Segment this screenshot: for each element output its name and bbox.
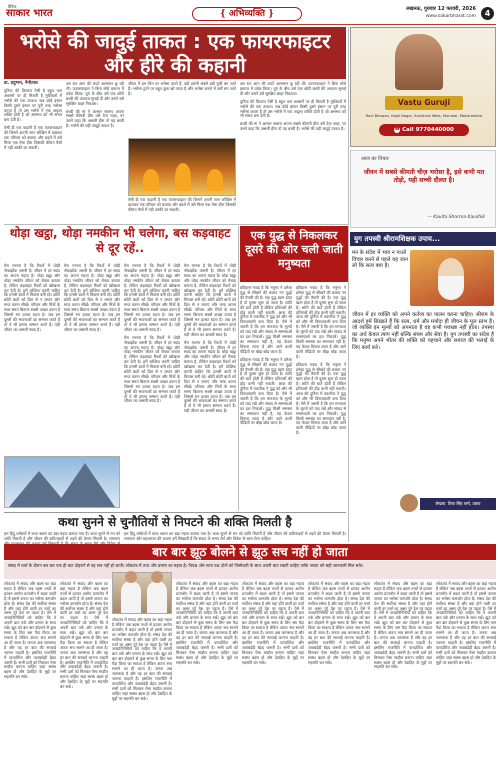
- yug-tapasvi-heading: युग तपस्वी श्रीरामशिक्षक उपाय...: [350, 232, 496, 246]
- yug-intro: मन के संदेश में भाव न पाओ विचार करने से पहले यह जान लो कि सत्य क्या है।: [352, 250, 408, 270]
- story1-paragraph: बच्ची की मां ने आभार स्वरूप अपना सबसे कीमती हीरा उसे देना चाहा, पर उसने कहा कि असली हीरा तो यह बच्ची है। भरोसे की यही जादुई ताकत है।: [66, 108, 124, 129]
- story1-byline: डा. प्रदुम्नन, नैनीताल: [4, 81, 38, 86]
- person-head: [151, 571, 163, 583]
- ad-title: Vastu Guruji: [385, 96, 463, 110]
- ad-call-label: Call 9770440000: [402, 127, 454, 133]
- story2-column-4: [184, 264, 236, 508]
- quote-box: [350, 150, 496, 228]
- flame-shape: [175, 163, 191, 191]
- story2-paragraph: मेरा मानना है कि रिश्तों में थोड़ी नोकझोंक जरूरी है। जीवन में हर स्वाद का अपना महत्व है। थोड़ा खट्ठा और थोड़ा नमकीन जीवन को रोचक बनाता है, लेकिन कड़वाहट रिश्तों को खोखला कर देती है। हमें कोशिश करनी चाहिए कि हमारी बातों में मिठास बनी रहे। छोटी छोटी बातों को दिल से न लगाएं और माफ करना सीखें। परिवार और मित्रों के साथ समय बिताना सबसे अच्छा उपाय है जिससे मन हल्का रहता है। जब हम दूसरों की भावनाओं का सम्मान करते हैं तो वे भी हमारा सम्मान करते हैं। यही जीवन का असली स्वाद है।: [124, 263, 180, 332]
- story3-body: [124, 532, 346, 542]
- author-avatar: [400, 494, 418, 512]
- story2-headline: थोड़ा खट्ठा, थोड़ा नमकीन भी चलेगा, बस कड़वाहट से दूर रहें..: [9, 226, 231, 255]
- person-shape: [147, 581, 167, 613]
- story1-column-4: [240, 82, 346, 222]
- story4-paragraph: लोकतंत्र में संवाद और बहस का बड़ा महत्व है लेकिन जब बहस तथ्यों से हटकर आरोप प्रत्यारोप में बदल जाती है तो इससे जनता का भरोसा कमजोर होता है। संसद देश की सर्वोच्च संस्था है और वहां होने वाली हर चर्चा का असर पूरे देश पर पड़ता है। ऐसे में जनप्रतिनिधियों को चाहिए कि वे अपनी बात तर्क और प्रमाण के साथ रखें। झूठ को बार बार दोहराने से कुछ समय के लिए भ्रम पैदा किया जा सकता है लेकिन अंततः सच सामने आ ही जाता है। जनता अब जागरूक है और वह हर बात की सच्चाई जानना चाहती है। इसलिए राजनीति में पारदर्शिता और जवाबदेही बेहद जरूरी है। सभी दलों को मिलकर ऐसा माहौल बनाना चाहिए जहां स्वस्थ बहस हो और देशहित के मुद्दों पर सहमति बन सके।: [308, 581, 370, 665]
- story4-paragraph: लोकतंत्र में संवाद और बहस का बड़ा महत्व है लेकिन जब बहस तथ्यों से हटकर आरोप प्रत्यारोप में बदल जाती है तो इससे जनता का भरोसा कमजोर होता है। संसद देश की सर्वोच्च संस्था है और वहां होने वाली हर चर्चा का असर पूरे देश पर पड़ता है। ऐसे में जनप्रतिनिधियों को चाहिए कि वे अपनी बात तर्क और प्रमाण के साथ रखें। झूठ को बार बार दोहराने से कुछ समय के लिए भ्रम पैदा किया जा सकता है लेकिन अंततः सच सामने आ ही जाता है। जनता अब जागरूक है और वह हर बात की सच्चाई जानना चाहती है। इसलिए राजनीति में पारदर्शिता और जवाबदेही बेहद जरूरी है। सभी दलों को मिलकर ऐसा माहौल बनाना चाहिए जहां स्वस्थ बहस हो और देशहित के मुद्दों पर सहमति बन सके।: [436, 581, 496, 665]
- story-mid-paragraph: इतिहास गवाह है कि मनुष्य ने हमेशा युद्ध से सीखने की बजाय नए युद्धों की तैयारी की है। एक युद्ध खत्म होता है तो दूसरा शुरू हो जाता है। शांति की बातें होती हैं लेकिन हथियारों की होड़ कभी नहीं रुकती। आज की दुनिया में तकनीक ने युद्ध को और भी विनाशकारी बना दिया है। ऐसे में जरूरी है कि हम मानवता के मूल्यों को याद रखें और संवाद से समस्याओं का हल निकालें। युद्ध किसी समस्या का समाधान नहीं है, यह केवल विनाश लाता है और आने वाली पीढ़ियों पर बोझ छोड़ जाता है।: [296, 285, 347, 359]
- saint-photo: [410, 250, 494, 306]
- story2-column-3: [124, 264, 180, 508]
- website-link[interactable]: www.sakarbharat.com: [425, 14, 476, 19]
- vastu-advertisement[interactable]: [350, 27, 496, 147]
- divider: [4, 224, 348, 225]
- story-mid-column-1: [240, 286, 292, 508]
- ad-address: Ravi Bhawan, Kapil Nagar, Kandivali West, Mumbai, Maharashtra: [365, 114, 483, 118]
- masthead: [4, 3, 496, 25]
- story1-column-1: [4, 82, 62, 222]
- story2-column-1: [4, 264, 60, 452]
- story3-paragraph: हम हिंदू धर्मग्रंथों में कथा श्रवण का बड़ा महत्व बताया गया है। कथा सुनने से मन को शांति मिलती है और जीवन की कठिनाइयों से लड़ने की प्रेरणा मिलती है। रामायण: [4, 531, 120, 541]
- story4-paragraph: लोकतंत्र में संवाद और बहस का बड़ा महत्व है लेकिन जब बहस तथ्यों से हटकर आरोप प्रत्यारोप में बदल जाती है तो इससे जनता का भरोसा कमजोर होता है। संसद देश की सर्वोच्च संस्था है और वहां होने वाली हर चर्चा का असर पूरे देश पर पड़ता है। ऐसे में जनप्रतिनिधियों को चाहिए कि वे अपनी बात तर्क और प्रमाण के साथ रखें। झूठ को बार बार दोहराने से कुछ समय के लिए भ्रम पैदा किया जा सकता है लेकिन अंततः सच सामने आ ही जाता है। जनता अब जागरूक है और वह हर बात की सच्चाई जानना चाहती है। इसलिए राजनीति में पारदर्शिता और जवाबदेही बेहद जरूरी है। सभी दलों को मिलकर ऐसा माहौल बनाना चाहिए जहां स्वस्थ बहस हो और देशहित के मुद्दों पर सहमति बन सके।: [374, 581, 432, 670]
- story4-column-8: [436, 582, 496, 752]
- story2-paragraph: मेरा मानना है कि रिश्तों में थोड़ी नोकझोंक जरूरी है। जीवन में हर स्वाद का अपना महत्व है। थोड़ा खट्ठा और थोड़ा नमकीन जीवन को रोचक बनाता है, लेकिन कड़वाहट रिश्तों को खोखला कर देती है। हमें कोशिश करनी चाहिए कि हमारी बातों में मिठास बनी रहे। छोटी छोटी बातों को दिल से न लगाएं और माफ करना सीखें। परिवार और मित्रों के साथ समय बिताना सबसे अच्छा उपाय है जिससे मन हल्का रहता है। जब हम दूसरों की भावनाओं का सम्मान करते हैं तो वे भी हमारा सम्मान करते हैं। यही जीवन का असली स्वाद है।: [64, 263, 120, 332]
- story4-paragraph: लोकतंत्र में संवाद और बहस का बड़ा महत्व है लेकिन जब बहस तथ्यों से हटकर आरोप प्रत्यारोप में बदल जाती है तो इससे जनता का भरोसा कमजोर होता है। संसद देश की सर्वोच्च संस्था है और वहां होने वाली हर चर्चा का असर पूरे देश पर पड़ता है। ऐसे में जनप्रतिनिधियों को चाहिए कि वे अपनी बात तर्क और प्रमाण के साथ रखें। झूठ को बार बार दोहराने से कुछ समय के लिए भ्रम पैदा किया जा सकता है लेकिन अंततः सच सामने आ ही जाता है। जनता अब जागरूक है और वह हर बात की सच्चाई जानना चाहती है। इसलिए राजनीति में पारदर्शिता और जवाबदेही बेहद जरूरी है। सभी दलों को मिलकर ऐसा माहौल बनाना चाहिए जहां स्वस्थ बहस हो और देशहित के मुद्दों पर सहमति बन सके।: [242, 581, 304, 665]
- parliament-speaker-photo: [112, 572, 172, 614]
- saint-beard: [438, 276, 464, 300]
- story-mid-paragraph: इतिहास गवाह है कि मनुष्य ने हमेशा युद्ध से सीखने की बजाय नए युद्धों की तैयारी की है। एक युद्ध खत्म होता है तो दूसरा शुरू हो जाता है। शांति की बातें होती हैं लेकिन हथियारों की होड़ कभी नहीं रुकती। आज की दुनिया में तकनीक ने युद्ध को और भी विनाशकारी बना दिया है। ऐसे में जरूरी है कि हम मानवता के मूल्यों को याद रखें और संवाद से समस्याओं का हल निकालें। युद्ध किसी समस्या का समाधान नहीं है, यह केवल विनाश लाता है और आने वाली पीढ़ियों पर बोझ छोड़ जाता है।: [296, 361, 347, 436]
- flame-shape: [143, 169, 159, 191]
- story2-paragraph: मेरा मानना है कि रिश्तों में थोड़ी नोकझोंक जरूरी है। जीवन में हर स्वाद का अपना महत्व है। थोड़ा खट्ठा और थोड़ा नमकीन जीवन को रोचक बनाता है, लेकिन कड़वाहट रिश्तों को खोखला कर देती है। हमें कोशिश करनी चाहिए कि हमारी बातों में मिठास बनी रहे। छोटी छोटी बातों को दिल से न लगाएं और माफ करना सीखें। परिवार और मित्रों के साथ समय बिताना सबसे अच्छा उपाय है जिससे मन हल्का रहता है। जब हम दूसरों की भावनाओं का सम्मान करते हैं तो वे भी हमारा सम्मान करते हैं। यही जीवन का असली स्वाद है।: [184, 339, 236, 414]
- story1-paragraph: दुनिया की फ़ितरत ऐसी है बहुत कम अवसरों पर ही मिलती है मुश्किलों में भरोसे की एक ताकत। जब कोई इंसान किसी दूसरे इंसान पर पूरी तरह भरोसा करता है तो उस भरोसे में एक अदृश्य शक्ति होती है जो असंभव को भी संभव बना देती है।: [4, 87, 62, 123]
- quote-text: जीवन में सबसे कीमती चीज़ भरोसा है, इसे कभी मत तोड़ो, यही सच्ची दौलत है।: [363, 169, 485, 184]
- story1-paragraph: उस रात आग की लपटें आसमान छू रही थीं। फायरफाइटर ने बिना सोचे इमारत में प्रवेश किया। धुएं के बीच उसे एक छोटी बच्ची की आवाज सुनाई दी और उसने उसे सुरक्षित बाहर निकाला।: [66, 81, 124, 106]
- flame-shape: [207, 169, 223, 191]
- story4-paragraph: लोकतंत्र में संवाद और बहस का बड़ा महत्व है लेकिन जब बहस तथ्यों से हटकर आरोप प्रत्यारोप में बदल जाती है तो इससे जनता का भरोसा कमजोर होता है। संसद देश की सर्वोच्च संस्था है और वहां होने वाली हर चर्चा का असर पूरे देश पर पड़ता है। ऐसे में जनप्रतिनिधियों को चाहिए कि वे अपनी बात तर्क और प्रमाण के साथ रखें। झूठ को बार बार दोहराने से कुछ समय के लिए भ्रम पैदा किया जा सकता है लेकिन अंततः सच सामने आ ही जाता है। जनता अब जागरूक है और वह हर बात की सच्चाई जानना चाहती है। इसलिए राजनीति में पारदर्शिता और जवाबदेही बेहद जरूरी है। सभी दलों को मिलकर ऐसा माहौल बनाना चाहिए जहां स्वस्थ बहस हो और देशहित के मुद्दों पर सहमति बन सके।: [112, 617, 172, 701]
- story4-column-3: [112, 618, 172, 752]
- story2-paragraph: मेरा मानना है कि रिश्तों में थोड़ी नोकझोंक जरूरी है। जीवन में हर स्वाद का अपना महत्व है। थोड़ा खट्ठा और थोड़ा नमकीन जीवन को रोचक बनाता है, लेकिन कड़वाहट रिश्तों को खोखला कर देती है। हमें कोशिश करनी चाहिए कि हमारी बातों में मिठास बनी रहे। छोटी छोटी बातों को दिल से न लगाएं और माफ करना सीखें। परिवार और मित्रों के साथ समय बिताना सबसे अच्छा उपाय है जिससे मन हल्का रहता है। जब हम दूसरों की भावनाओं का सम्मान करते हैं तो वे भी हमारा सम्मान करते हैं। यही जीवन का असली स्वाद है।: [184, 263, 236, 337]
- story3-paragraph: हम हिंदू धर्मग्रंथों में कथा श्रवण का बड़ा महत्व बताया गया है। कथा सुनने से मन को शांति मिलती है और जीवन की कठिनाइयों से लड़ने की प्रेरणा मिलती है। रामायण और महाभारत की कथाएं हमें सिखाती हैं कि संकट के समय धैर्य और विवेक से काम लेना चाहिए।: [124, 531, 346, 541]
- logo-brand: साकार भारत: [6, 8, 53, 19]
- ad-person-photo: [395, 34, 443, 90]
- column-divider: [238, 226, 239, 510]
- column-divider: [348, 27, 349, 542]
- story1-column-3: [128, 82, 236, 136]
- story1-paragraph: बच्ची की मां ने आभार स्वरूप अपना सबसे कीमती हीरा उसे देना चाहा, पर उसने कहा कि असली हीरा तो यह बच्ची है। भरोसे की यही जादुई ताकत है।: [240, 121, 346, 132]
- mountain-photo: [4, 456, 120, 508]
- story1-column-3b: [128, 198, 236, 224]
- story2-paragraph: मेरा मानना है कि रिश्तों में थोड़ी नोकझोंक जरूरी है। जीवन में हर स्वाद का अपना महत्व है। थोड़ा खट्ठा और थोड़ा नमकीन जीवन को रोचक बनाता है, लेकिन कड़वाहट रिश्तों को खोखला कर देती है। हमें कोशिश करनी चाहिए कि हमारी बातों में मिठास बनी रहे। छोटी छोटी बातों को दिल से न लगाएं और माफ करना सीखें। परिवार और मित्रों के साथ समय बिताना सबसे अच्छा उपाय है जिससे मन हल्का रहता है। जब हम दूसरों की भावनाओं का सम्मान करते हैं तो वे भी हमारा सम्मान करते हैं। यही जीवन का असली स्वाद है।: [124, 334, 180, 404]
- story3-headline: कथा सुनने से चुनौतियों से निपटने की शक्ति मिलती है: [4, 512, 346, 530]
- page-number: 4: [481, 7, 494, 20]
- phone-icon: ☎: [394, 126, 400, 132]
- story-mid-paragraph: इतिहास गवाह है कि मनुष्य ने हमेशा युद्ध से सीखने की बजाय नए युद्धों की तैयारी की है। एक युद्ध खत्म होता है तो दूसरा शुरू हो जाता है। शांति की बातें होती हैं लेकिन हथियारों की होड़ कभी नहीं रुकती। आज की दुनिया में तकनीक ने युद्ध को और भी विनाशकारी बना दिया है। ऐसे में जरूरी है कि हम मानवता के मूल्यों को याद रखें और संवाद से समस्याओं का हल निकालें। युद्ध किसी समस्या का समाधान नहीं है, यह केवल विनाश लाता है और आने वाली पीढ़ियों पर बोझ छोड़ जाता है।: [240, 356, 292, 426]
- story4-column-2: [60, 582, 108, 752]
- section-title: { अभिव्यक्ति }: [192, 7, 302, 21]
- story1-paragraph: ऐसी ही एक कहानी है एक फायरफाइटर की जिसने अपनी जान जोखिम में डालकर एक परिवार को बचाया और बदले में उसे मिला एक ऐसा हीरा जिसकी कीमत पैसों में नहीं आंकी जा सकती।: [128, 197, 236, 212]
- story4-paragraph: लोकतंत्र में संवाद और बहस का बड़ा महत्व है लेकिन जब बहस तथ्यों से हटकर आरोप प्रत्यारोप में बदल जाती है तो इससे जनता का भरोसा कमजोर होता है। संसद देश की सर्वोच्च संस्था है और वहां होने वाली हर चर्चा का असर पूरे देश पर पड़ता है। ऐसे में जनप्रतिनिधियों को चाहिए कि वे अपनी बात तर्क और प्रमाण के साथ रखें। झूठ को बार बार दोहराने से कुछ समय के लिए भ्रम पैदा किया जा सकता है लेकिन अंततः सच सामने आ ही जाता है। जनता अब जागरूक है और वह हर बात की सच्चाई जानना चाहती है। इसलिए राजनीति में पारदर्शिता और जवाबदेही बेहद जरूरी है। सभी दलों को मिलकर ऐसा माहौल बनाना चाहिए जहां स्वस्थ बहस हो और देशहित के मुद्दों पर सहमति बन सके।: [176, 581, 238, 665]
- story4-column-1: [4, 582, 56, 752]
- story-mid-paragraph: इतिहास गवाह है कि मनुष्य ने हमेशा युद्ध से सीखने की बजाय नए युद्धों की तैयारी की है। एक युद्ध खत्म होता है तो दूसरा शुरू हो जाता है। शांति की बातें होती हैं लेकिन हथियारों की होड़ कभी नहीं रुकती। आज की दुनिया में तकनीक ने युद्ध को और भी विनाशकारी बना दिया है। ऐसे में जरूरी है कि हम मानवता के मूल्यों को याद रखें और संवाद से समस्याओं का हल निकालें। युद्ध किसी समस्या का समाधान नहीं है, यह केवल विनाश लाता है और आने वाली पीढ़ियों पर बोझ छोड़ जाता है।: [240, 285, 292, 354]
- story4-column-6: [308, 582, 370, 752]
- story4-column-4: [176, 582, 238, 752]
- story1-paragraph: ऐसी ही एक कहानी है एक फायरफाइटर की जिसने अपनी जान जोखिम में डालकर एक परिवार को बचाया और बदले में उसे मिला एक ऐसा हीरा जिसकी कीमत पैसों में नहीं आंकी जा सकती।: [4, 125, 62, 150]
- story2-paragraph: मेरा मानना है कि रिश्तों में थोड़ी नोकझोंक जरूरी है। जीवन में हर स्वाद का अपना महत्व है। थोड़ा खट्ठा और थोड़ा नमकीन जीवन को रोचक बनाता है, लेकिन कड़वाहट रिश्तों को खोखला कर देती है। हमें कोशिश करनी चाहिए कि हमारी बातों में मिठास बनी रहे। छोटी छोटी बातों को दिल से न लगाएं और माफ करना सीखें। परिवार और मित्रों के साथ समय बिताना सबसे अच्छा उपाय है जिससे मन हल्का रहता है। जब हम दूसरों की भावनाओं का सम्मान करते हैं तो वे भी हमारा सम्मान करते हैं। यही जीवन का असली स्वाद है।: [4, 263, 60, 332]
- person-head: [125, 571, 137, 583]
- dateline: लखनऊ, गुरुवार 12 फरवरी, 2026: [406, 6, 476, 12]
- story4-paragraph: लोकतंत्र में संवाद और बहस का बड़ा महत्व है लेकिन जब बहस तथ्यों से हटकर आरोप प्रत्यारोप में बदल जाती है तो इससे जनता का भरोसा कमजोर होता है। संसद देश की सर्वोच्च संस्था है और वहां होने वाली हर चर्चा का असर पूरे देश पर पड़ता है। ऐसे में जनप्रतिनिधियों को चाहिए कि वे अपनी बात तर्क और प्रमाण के साथ रखें। झूठ को बार बार दोहराने से कुछ समय के लिए भ्रम पैदा किया जा सकता है लेकिन अंततः सच सामने आ ही जाता है। जनता अब जागरूक है और वह हर बात की सच्चाई जानना चाहती है। इसलिए राजनीति में पारदर्शिता और जवाबदेही बेहद जरूरी है। सभी दलों को मिलकर ऐसा माहौल बनाना चाहिए जहां स्वस्थ बहस हो और देशहित के मुद्दों पर सहमति बन सके।: [60, 581, 108, 690]
- person-shape: [121, 581, 141, 613]
- quote-label: आज का विचार: [361, 156, 389, 162]
- yug-body: जीवन में हर व्यक्ति को अपने कर्तव्य का पालन करना चाहिए। श्रीराम के आदर्श हमें सिखाते हैं कि सत्य, धर्म और मर्यादा ही जीवन के मूल स्तंभ हैं। जो व्यक्ति इन मूल्यों को अपनाता है वह कभी पथभ्रष्ट नहीं होता। तपस्या का अर्थ केवल त्याग नहीं बल्कि संयम और सेवा है। युग तपस्वी का संदेश है कि मनुष्य अपने भीतर की शक्ति को पहचाने और समाज की भलाई के लिए कार्य करे।: [352, 312, 494, 351]
- logo-pretitle: दैनिक: [8, 4, 17, 9]
- ad-call-button[interactable]: [379, 124, 469, 136]
- story4-column-7: [374, 582, 432, 752]
- story-mid-column-2: [296, 286, 346, 508]
- story2-column-2: [64, 264, 120, 452]
- story1-paragraph: उस रात आग की लपटें आसमान छू रही थीं। फायरफाइटर ने बिना सोचे इमारत में प्रवेश किया। धुएं के बीच उसे एक छोटी बच्ची की आवाज सुनाई दी और उसने उसे सुरक्षित बाहर निकाला।: [240, 81, 346, 96]
- firefighter-photo: [128, 138, 236, 196]
- story3-body-left: [4, 532, 120, 542]
- story1-paragraph: जीवन में हम जिन पर भरोसा करते हैं, वही हमारी सबसे बड़ी पूंजी बन जाते हैं। भरोसा टूटने पर बहुत कुछ खो जाता है और भरोसा बनाने में वर्षों लग जाते हैं।: [128, 81, 236, 96]
- story4-paragraph: लोकतंत्र में संवाद और बहस का बड़ा महत्व है लेकिन जब बहस तथ्यों से हटकर आरोप प्रत्यारोप में बदल जाती है तो इससे जनता का भरोसा कमजोर होता है। संसद देश की सर्वोच्च संस्था है और वहां होने वाली हर चर्चा का असर पूरे देश पर पड़ता है। ऐसे में जनप्रतिनिधियों को चाहिए कि वे अपनी बात तर्क और प्रमाण के साथ रखें। झूठ को बार बार दोहराने से कुछ समय के लिए भ्रम पैदा किया जा सकता है लेकिन अंततः सच सामने आ ही जाता है। जनता अब जागरूक है और वह हर बात की सच्चाई जानना चाहती है। इसलिए राजनीति में पारदर्शिता और जवाबदेही बेहद जरूरी है। सभी दलों को मिलकर ऐसा माहौल बनाना चाहिए जहां स्वस्थ बहस हो और देशहित के मुद्दों पर सहमति बन सके।: [4, 581, 56, 680]
- story1-paragraph: दुनिया की फ़ितरत ऐसी है बहुत कम अवसरों पर ही मिलती है मुश्किलों में भरोसे की एक ताकत। जब कोई इंसान किसी दूसरे इंसान पर पूरी तरह भरोसा करता है तो उस भरोसे में एक अदृश्य शक्ति होती है जो असंभव को भी संभव बना देती है।: [240, 98, 346, 119]
- story-mid-headline: एक युद्ध से निकलकर दूसरे की ओर चली जाती मनुष्यता: [240, 226, 348, 282]
- mountain-peak: [55, 463, 115, 507]
- story1-headline: भरोसे की जादुई ताकत : एक फायरफाइटर और हीरे की कहानी: [4, 27, 346, 79]
- quote-author: — Kavita Sharma Kaushik: [427, 215, 485, 221]
- author-name: लेखक: शिवा सिंह वर्मा, उन्नाव: [420, 498, 496, 510]
- story4-headline: बार बार झूठ बोलने से झूठ सच नहीं हो जाता: [4, 544, 496, 560]
- story4-deck: संसद में चर्चा के दौरान बार बार एक ही बात दोहराने से वह सच नहीं हो जाती। लोकतंत्र में तथ्य और प्रमाण का महत्व है। विपक्ष और सत्ता पक्ष दोनों को जिम्मेदारी के साथ अपनी बात रखनी चाहिए ताकि जनता को सही जानकारी मिल सके।: [4, 561, 496, 579]
- newspaper-logo[interactable]: [6, 5, 68, 21]
- story4-column-5: [242, 582, 304, 752]
- story1-column-2: [66, 82, 124, 222]
